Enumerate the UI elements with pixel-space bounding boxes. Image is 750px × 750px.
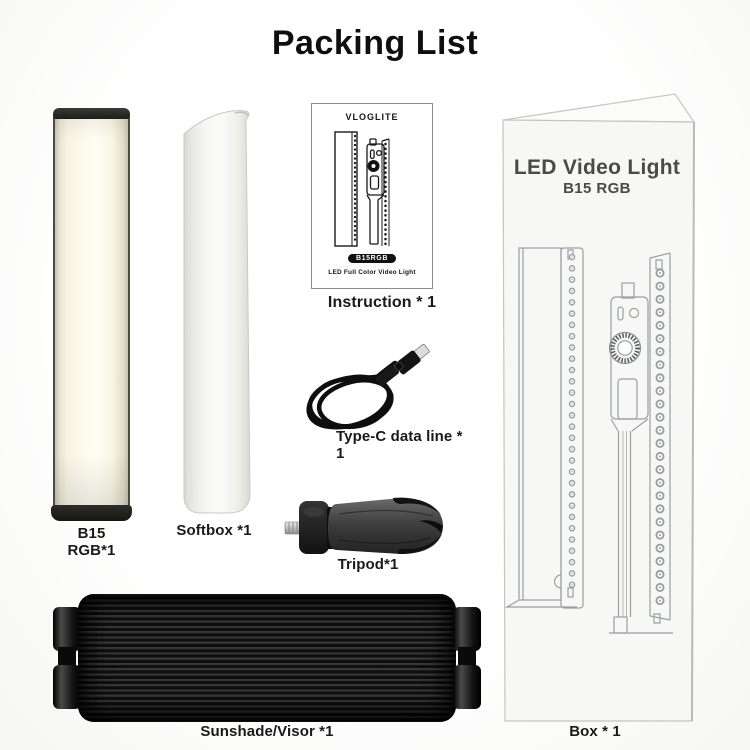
led-tube-image (53, 108, 130, 521)
instruction-badge: B15RGB (348, 254, 396, 263)
tripod-image (283, 492, 445, 560)
instruction-card-art (312, 128, 432, 252)
sunshade-label: Sunshade/Visor *1 (200, 723, 334, 740)
sunshade-image (53, 594, 481, 722)
led-tube-bottom-cap (51, 505, 132, 521)
page-title: Packing List (271, 24, 479, 62)
led-tube-label: B15 RGB*1 (67, 525, 116, 559)
instruction-brand: VLOGLITE (345, 112, 399, 122)
instruction-label: Instruction * 1 (327, 294, 437, 311)
softbox-label: Softbox *1 (176, 522, 252, 539)
box-image (497, 90, 697, 722)
softbox-image (175, 104, 253, 518)
sunshade-right-cap (453, 607, 481, 709)
led-tube-diffuser (53, 117, 130, 509)
led-tube-top-cap (53, 108, 130, 119)
instruction-subtitle: LED Full Color Video Light (328, 269, 416, 276)
box-label: Box * 1 (569, 723, 621, 740)
typec-cable-label: Type-C data line * 1 (336, 428, 463, 462)
sunshade-ribbed-body (78, 594, 456, 722)
box-print-subtitle: B15 RGB (563, 180, 631, 197)
sunshade-left-cap (53, 607, 81, 709)
instruction-card (311, 103, 433, 289)
typec-cable-image (283, 343, 445, 435)
box-print-title: LED Video Light (513, 156, 681, 179)
tripod-label: Tripod*1 (337, 556, 399, 573)
